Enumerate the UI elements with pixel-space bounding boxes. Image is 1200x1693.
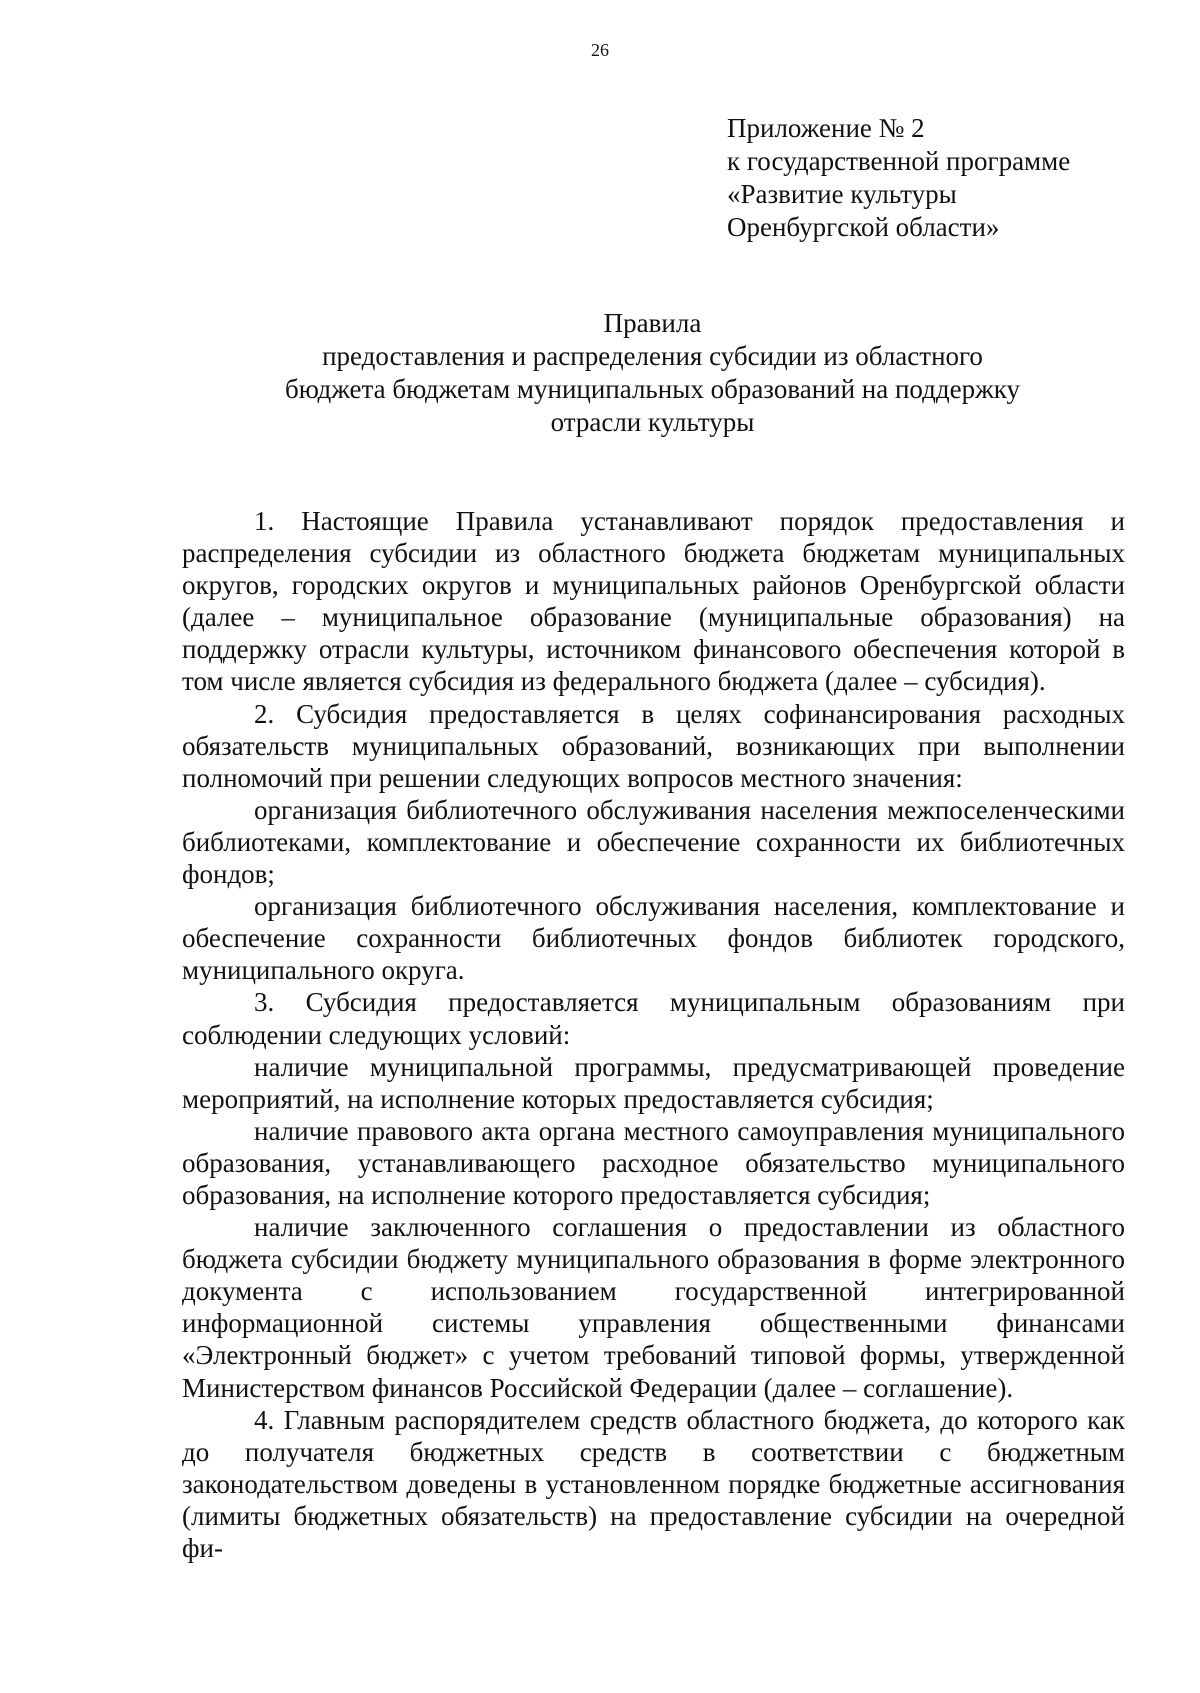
paragraph-2-item-2: организация библиотечного обслуживания населения, комплектование и обеспечение сохранности библиотечных фондов библиотек городского, муниципального округа.: [182, 891, 1125, 986]
paragraph-1: 1. Настоящие Правила устанавливают порядок предоставления и распределения субсидии из областного бюджета бюджетам муниципальных округов, городских округов и муниципальных районов Оренбургской области (далее – муниципальное образование (муниципальные образования) на поддержку отрасли культуры, источником финансового обеспечения которой в том числе является субсидия из федерального бюджета (далее – субсидия).: [182, 506, 1125, 697]
paragraph-3-item-1: наличие муниципальной программы, предусматривающей проведение мероприятий, на исполнение которых предоставляется субсидия;: [182, 1051, 1125, 1114]
paragraph-2-item-1: организация библиотечного обслуживания населения межпоселенческими библиотеками, комплектование и обеспечение сохранности их библиотечных фондов;: [182, 794, 1125, 890]
title-line: бюджета бюджетам муниципальных образований на поддержку: [284, 374, 1020, 404]
title-line: предоставления и распределения субсидии из областного: [322, 341, 983, 371]
appendix-line: к государственной программе: [727, 146, 1071, 176]
page-number: 26: [591, 40, 609, 60]
appendix-line: «Развитие культуры: [727, 179, 957, 209]
appendix-line: Приложение № 2: [727, 113, 925, 143]
paragraph-3: 3. Субсидия предоставляется муниципальным образованиям при соблюдении следующих условий:: [182, 987, 1125, 1050]
appendix-header: [727, 112, 1167, 244]
paragraph-2: 2. Субсидия предоставляется в целях софинансирования расходных обязательств муниципальных образований, возникающих при выполнении полномочий при решении следующих вопросов местного значения:: [182, 698, 1125, 793]
title-line: отрасли культуры: [550, 407, 755, 437]
document-title: [180, 307, 1125, 439]
paragraph-4: 4. Главным распорядителем средств областного бюджета, до которого как до получателя бюджетных средств в соответствии с бюджетным законодательством доведены в установленном порядке бюджетные ассигнования (лимиты бюджетных обязательств) на предоставление субсидии на очередной фи-: [182, 1404, 1125, 1563]
paragraph-3-item-2: наличие правового акта органа местного самоуправления муниципального образования, устанавливающего расходное обязательство муниципального образования, на исполнение которого предоставляется субсидия;: [182, 1115, 1125, 1210]
title-line: Правила: [603, 308, 702, 338]
document-body: [182, 505, 1125, 1564]
appendix-line: Оренбургской области»: [727, 212, 1000, 242]
paragraph-3-item-3: наличие заключенного соглашения о предоставлении из областного бюджета субсидии бюджету муниципального образования в форме электронного документа с использованием государственной интегрированной информационной системы управления общественными финансами «Электронный бюджет» с учетом требований типовой формы, утвержденной Министерством финансов Российской Федерации (далее – соглашение).: [182, 1212, 1125, 1403]
